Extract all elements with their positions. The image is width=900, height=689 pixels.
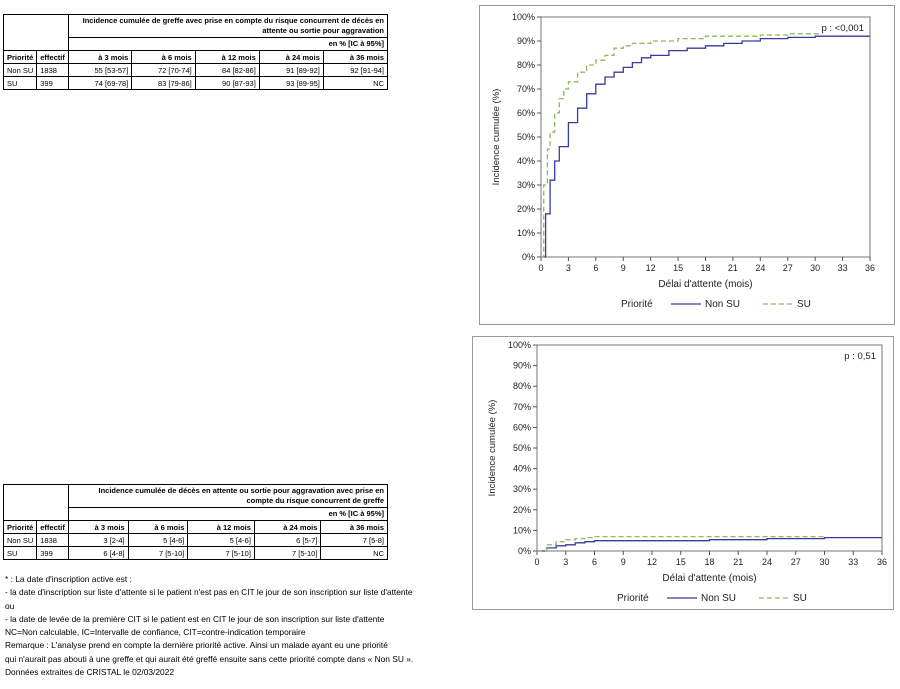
table-cell: 93 [89-95]	[259, 77, 323, 90]
x-tick-label: 33	[848, 557, 859, 567]
p-value-label: p : 0,51	[844, 351, 876, 362]
table-cell: 1838	[37, 534, 69, 547]
table-row	[4, 534, 388, 547]
x-tick-label: 24	[755, 263, 766, 273]
column-header: à 12 mois	[188, 521, 255, 534]
table-cell: SU	[4, 547, 37, 560]
table-cell: 6 [5-7]	[254, 534, 321, 547]
column-header: à 24 mois	[254, 521, 321, 534]
table-cell: 5 [4-6]	[188, 534, 255, 547]
footnote-line: qui n'aurait pas abouti à une greffe et qui aurait été greffé ensuite sans cette priorité compte dans « Non SU ».	[5, 653, 414, 664]
column-header: à 12 mois	[195, 51, 259, 64]
table-cell: SU	[4, 77, 37, 90]
table-cell: 84 [82-86]	[195, 64, 259, 77]
plot-area	[537, 345, 882, 551]
table-row	[4, 547, 388, 560]
y-axis-label: Incidence cumulée (%)	[487, 399, 498, 497]
y-tick-label: 50%	[512, 443, 531, 453]
x-tick-label: 27	[782, 263, 793, 273]
column-header: effectif	[37, 521, 69, 534]
x-tick-label: 9	[620, 263, 626, 273]
table-cell: 7 [5-10]	[128, 547, 188, 560]
table-cell: 55 [53-57]	[68, 64, 131, 77]
table-row	[4, 64, 388, 77]
y-tick-label: 90%	[516, 36, 535, 46]
x-tick-label: 21	[727, 263, 738, 273]
y-tick-label: 0%	[521, 252, 535, 262]
table-corner	[4, 15, 69, 51]
y-tick-label: 90%	[512, 360, 531, 371]
x-axis-label: Délai d'attente (mois)	[662, 573, 757, 584]
table-cell: 1838	[37, 64, 69, 77]
y-tick-label: 70%	[512, 401, 531, 412]
series-line-su	[541, 34, 820, 257]
y-tick-label: 50%	[516, 132, 535, 142]
y-tick-label: 60%	[516, 108, 535, 118]
table-cell: NC	[321, 547, 388, 560]
x-tick-label: 9	[620, 557, 626, 567]
series-line-non-su	[537, 538, 882, 551]
table-cell: 7 [5-8]	[321, 534, 388, 547]
chart-svg	[480, 6, 894, 324]
x-tick-label: 15	[673, 263, 684, 273]
legend-label: Non SU	[705, 299, 741, 310]
y-tick-label: 80%	[516, 60, 535, 70]
x-tick-label: 12	[645, 263, 656, 273]
y-tick-label: 0%	[517, 546, 531, 556]
x-tick-label: 27	[790, 557, 801, 567]
column-header: à 3 mois	[68, 51, 131, 64]
y-tick-label: 40%	[516, 156, 535, 166]
column-header: Priorité	[4, 51, 37, 64]
table-cell: Non SU	[4, 64, 37, 77]
table-cell: 7 [5-10]	[254, 547, 321, 560]
x-tick-label: 6	[591, 557, 598, 567]
column-header: à 36 mois	[321, 521, 388, 534]
y-tick-label: 80%	[512, 381, 531, 392]
x-tick-label: 33	[837, 263, 848, 273]
table-cell: 399	[37, 547, 69, 560]
plot-area	[541, 17, 870, 257]
column-header: à 6 mois	[128, 521, 188, 534]
y-tick-label: 100%	[507, 340, 531, 350]
x-tick-label: 0	[534, 557, 540, 567]
x-tick-label: 12	[646, 557, 658, 567]
footnote-line: * : La date d'inscription active est :	[5, 574, 132, 584]
table-cell: 92 [91-94]	[323, 64, 387, 77]
table-corner	[4, 485, 69, 521]
x-tick-label: 21	[733, 557, 744, 567]
x-tick-label: 6	[593, 263, 599, 273]
y-tick-label: 70%	[516, 84, 535, 94]
x-tick-label: 0	[538, 263, 544, 273]
legend-label: SU	[793, 593, 807, 604]
transplant-incidence-table	[3, 14, 388, 90]
table-cell: 83 [79-86]	[132, 77, 195, 90]
table-title	[68, 15, 387, 38]
y-tick-label: 100%	[511, 12, 535, 22]
y-tick-label: 30%	[516, 180, 535, 190]
table-unit: en % [IC à 95%]	[68, 508, 387, 521]
y-tick-label: 10%	[516, 228, 535, 238]
y-tick-label: 40%	[512, 463, 531, 474]
y-axis-label: Incidence cumulée (%)	[491, 88, 502, 186]
table-header-row	[4, 521, 388, 534]
x-tick-label: 18	[704, 557, 715, 567]
table-title-text: Incidence cumulée de greffe avec prise en compte du risque concurrent de décès en attente ou sortie pour aggravation	[82, 16, 384, 35]
column-header: à 24 mois	[259, 51, 323, 64]
table-cell: 399	[37, 77, 69, 90]
y-tick-label: 10%	[512, 525, 531, 536]
table-cell: 3 [2-4]	[68, 534, 128, 547]
table-row	[4, 77, 388, 90]
table-cell: 74 [69-78]	[68, 77, 131, 90]
footnote-line: Données extraites de CRISTAL le 02/03/2022	[5, 667, 174, 678]
column-header: Priorité	[4, 521, 37, 534]
table-title	[68, 485, 387, 508]
legend-title: Priorité	[617, 593, 649, 604]
x-tick-label: 30	[819, 557, 830, 567]
y-tick-label: 30%	[512, 484, 531, 495]
table-cell: 7 [5-10]	[188, 547, 255, 560]
table-cell: 91 [89-92]	[259, 64, 323, 77]
table-cell: 90 [87-93]	[195, 77, 259, 90]
footnote-line: Remarque : L'analyse prend en compte la dernière priorité active. Ainsi un malade ayant eu une priorité	[5, 640, 388, 651]
y-tick-label: 60%	[512, 422, 531, 433]
table-header-row	[4, 51, 388, 64]
table-title-text: Incidence cumulée de décès en attente ou sortie pour aggravation avec prise en compte du risque concurrent de greffe	[98, 486, 384, 505]
x-tick-label: 30	[810, 263, 821, 273]
chart-svg	[473, 337, 893, 609]
x-tick-label: 36	[876, 557, 888, 567]
column-header: effectif	[37, 51, 69, 64]
death-incidence-chart	[472, 336, 894, 610]
x-axis-label: Délai d'attente (mois)	[658, 279, 753, 290]
x-tick-label: 36	[864, 263, 876, 273]
x-tick-label: 15	[675, 557, 686, 567]
footnote-line: - la date d'inscription sur liste d'attente si le patient n'est pas en CIT le jour de son inscription sur liste d'attente	[5, 587, 413, 598]
series-line-non-su	[541, 36, 870, 257]
table-cell: 72 [70-74]	[132, 64, 195, 77]
column-header: à 6 mois	[132, 51, 195, 64]
table-cell: 5 [4-6]	[128, 534, 188, 547]
legend-title: Priorité	[621, 299, 653, 310]
legend-label: Non SU	[701, 593, 737, 604]
x-tick-label: 18	[700, 263, 711, 273]
table-cell: NC	[323, 77, 387, 90]
footnote-line: NC=Non calculable, IC=Intervalle de confiance, CIT=contre-indication temporaire	[5, 627, 306, 638]
x-tick-label: 3	[563, 557, 569, 567]
table-cell: 6 [4-8]	[68, 547, 128, 560]
column-header: à 36 mois	[323, 51, 387, 64]
table-unit: en % [IC à 95%]	[68, 38, 387, 51]
footnote-line: - la date de levée de la première CIT si le patient est en CIT le jour de son inscription sur liste d'attente	[5, 613, 385, 624]
x-tick-label: 3	[565, 263, 571, 273]
x-tick-label: 24	[761, 557, 773, 567]
table-cell: Non SU	[4, 534, 37, 547]
column-header: à 3 mois	[68, 521, 128, 534]
legend-label: SU	[797, 299, 811, 310]
footnotes	[5, 573, 465, 679]
death-incidence-table	[3, 484, 388, 560]
transplant-incidence-chart	[479, 5, 895, 325]
y-tick-label: 20%	[512, 504, 531, 515]
footnote-line: ou	[5, 600, 15, 611]
p-value-label: p : <0,001	[821, 23, 864, 34]
y-tick-label: 20%	[516, 204, 535, 214]
